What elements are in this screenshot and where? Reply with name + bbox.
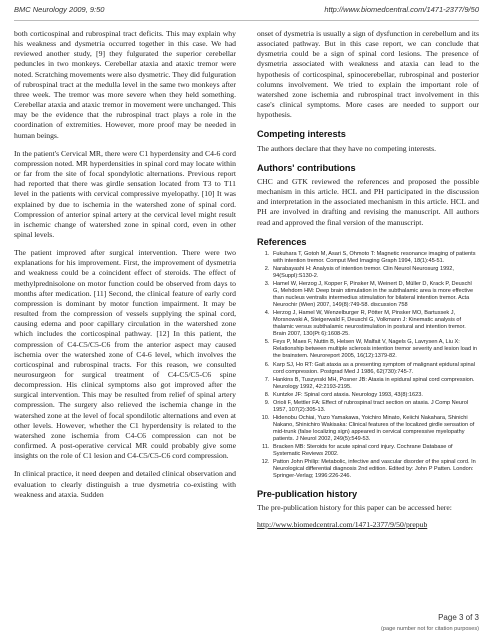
right-column — [257, 29, 479, 530]
page-number: Page 3 of 3 — [438, 613, 479, 622]
reference-item: 3. Hamel W, Herzog J, Kopper F, Pinsker M, Weinert D, Müller D, Krack P, Deuschl G, Mehdorn HM: Deep brain stimulation in the subthalamic area is more effective than nucleus ventralis intermedius stimulation for bilateral intention tremor. Acta Neurochir (Wien) 2007, 149(8):749-58. discussion 758 — [271, 281, 479, 309]
references-heading: References — [257, 236, 307, 247]
reference-item: 2. Narabayashi H: Analysis of intention tremor. Clin Neurol Neurosurg 1992, 94(Suppl):S130-2. — [271, 266, 479, 280]
reference-item: 11. Bracken MB: Steroids for acute spinal cord injury. Cochrane Database of Systematic Reviews 2002. — [271, 444, 479, 458]
header-rule — [14, 20, 479, 21]
page-footnote: (page number not for citation purposes) — [381, 626, 479, 632]
body-paragraph: In clinical practice, it need deepen and detailed clinical observation and evaluation to clearly distinguish a true dysmetria co-existing with weakness and ataxia. Sudden — [14, 469, 236, 499]
body-paragraph: In the patient's Cervical MR, there were C1 hyperdensity and C4-6 cord compression noted. MR hyperdensities in spinal cord may locate within or far from the site of focal spondylotic alternations. Previous report had reported that there was girdle sensation located from T3 to T11 level in the patients with cervical compressive myelopathy. [10] It was explained by due to ischemia in the watershed zone of spinal cord. Compression of anterior spinal artery at the cervical level might result in ischemic change of watershed zone in spinal cord, even in other spinal levels. — [14, 148, 236, 239]
contributions-text: CHC and GTK reviewed the references and proposed the possible mechanism in this article. HCL and PH participated in the discussion and interpretation in the associated mechanism in this article. HCL and PH are involved in drafting and revising the manuscript. All authors read and approved the final version of the manuscript. — [257, 176, 479, 227]
left-column — [14, 29, 236, 508]
prepub-heading: Pre-publication history — [257, 489, 358, 500]
reference-list — [257, 251, 479, 480]
body-paragraph: both corticospinal and rubrospinal tract deficits. This may explain why his weakness and dysmetria occurred together in this case. We had reviewed another study, [9] they fulgurated the superior cerebellar peduncles in two monkeys. Cerebellar ataxia and ataxic tremor were noted. Scratching movements were also dysmetric. They did fulguration of rubrospinal tract at the medulla level in the same two monkeys after three week. The tremor was more severe when they held something. Cerebellar ataxia and ataxic tremor in movement were unchanged. This may be the evidence that the rubrospinal tract plays a role in the coordination of extremities. However, more proof may be needed in human beings. — [14, 29, 236, 140]
reference-item: 6. Karp SJ, Ho RT: Gait ataxia as a presenting symptom of malignant epidural spinal cord compression. Postgrad Med J 1986, 62(730):745-7. — [271, 362, 479, 376]
reference-item: 9. Orioli F, Mettler FA: Effect of rubrospinal tract section on ataxia. J Comp Neurol 1957, 107(2):305-13. — [271, 400, 479, 414]
body-paragraph: The patient improved after surgical intervention. There were two explanations for his improvement. First, the improvement of dysmetria and weakness could be a coincident effect of steroids. The effect of methylprednisolone on motor function could be observed from days to months after medication. [11] Second, the clinical feature of early cord compression is dominant by motor function impairment. It may be resulted from the compression of vessels supplying the spinal cord, causing edema and poor capillary circulation in the watershed zone which includes the corticospinal pathway. [12] In this patient, the compression of C4-C5/C5-C6 from the anterior aspect may caused ischemia over the watershed zone of C4-6 level, which involves the corticospinal and rubrospinal tracts. For this reason, we consulted neurosurgeon for surgical treatment of C4-C5/C5-C6 spine decompression. His clinical symptoms also got improved after the surgical intervention. This may be resulted from relief of spinal artery compression. The surgery also relieved the ischemia change in the watershed zone at the level of focal spondilotic alternations and even at other levels. However, whether the C1 hyperdensity is related to the watershed zone ischemia from C4-C6 compression can not be confirmed. A post-operative cervical MR could probably give some insights on the role of C1 lesion and C4-C5/C5-C6 cord compression. — [14, 248, 236, 461]
body-paragraph: onset of dysmetria is usually a sign of dysfunction in cerebellum and its associated pathway. But in this case report, we can conclude that dysmetria could be a sign of spinal cord lesions. The presence of dysmetria associated with weakness and ataxia can lead to the hypothesis of corticospinal, spinocerebellar, rubrospinal and posterior columns involvement. We tried to explain the important role of watershed zone ischemia and rubrospinal tract involvement in this case's clinical symptoms. More cases are needed to support our hypothesis. — [257, 29, 479, 120]
prepub-text: The pre-publication history for this paper can be accessed here: — [257, 503, 452, 513]
reference-item: 10. Hidenobu Ochiai, Yuzo Yamakawa, Yoichiro Minato, Keiichi Nakahara, Shinichi Nakano, Shinichiro Wakisaka: Clinical features of the localized girdle sensation of mid-trunk (false localizing sign) appeared in cervical compressive myelopathy patients. J Neurol 2002, 249(5):549-53. — [271, 415, 479, 443]
reference-item: 8. Kuntzke JF: Spinal cord ataxia. Neurology 1993, 43(8):1623. — [271, 392, 479, 399]
reference-item: 1. Fukuhara T, Gotoh M, Asari S, Ohmoto T: Magnetic resonance imaging of patients with intention tremor. Comput Med Imaging Graph 1994, 18(1):45-51. — [271, 251, 479, 265]
reference-item: 4. Herzog J, Hamel W, Wenzelburger R, Pötter M, Pinsker MO, Bartussek J, Morsnowski A, Steigerwald F, Deuschl G, Volkmann J: Kinematic analysis of thalamic versus subthalamic neurostimulation in postural and intention tremor. Brain 2007, 130(Pt 6):1608-25. — [271, 310, 479, 338]
article-url[interactable]: http://www.biomedcentral.com/1471-2377/9/50 — [324, 5, 479, 14]
reference-item: 7. Hankins B, Tuszynski MH, Posner JB: Ataxia in epidural spinal cord compression. Neurology 1992, 42:2193-2195. — [271, 377, 479, 391]
prepub-link[interactable]: http://www.biomedcentral.com/1471-2377/9/50/prepub — [257, 519, 428, 529]
competing-interests-text: The authors declare that they have no competing interests. — [257, 143, 437, 153]
journal-citation: BMC Neurology 2009, 9:50 — [14, 5, 105, 14]
running-header — [14, 5, 479, 19]
competing-interests-heading: Competing interests — [257, 129, 346, 140]
contributions-heading: Authors' contributions — [257, 162, 356, 173]
reference-item: 12. Patton John Philip: Metabolic, infective and vascular disorder of the spinal cord. In Neurological differential diagnosis 2nd edition. Edited by: John P Patten. London: Springer-Verlag; 1996:226-246. — [271, 459, 479, 480]
reference-item: 5. Feys P, Maes F, Nuttin B, Helsen W, Malfait V, Nagels G, Lavrysen A, Liu X: Relationship between multiple sclerosis intention tremor severity and lesion load in the brainstem. Neuroreport 2005, 16(12):1379-82. — [271, 339, 479, 360]
